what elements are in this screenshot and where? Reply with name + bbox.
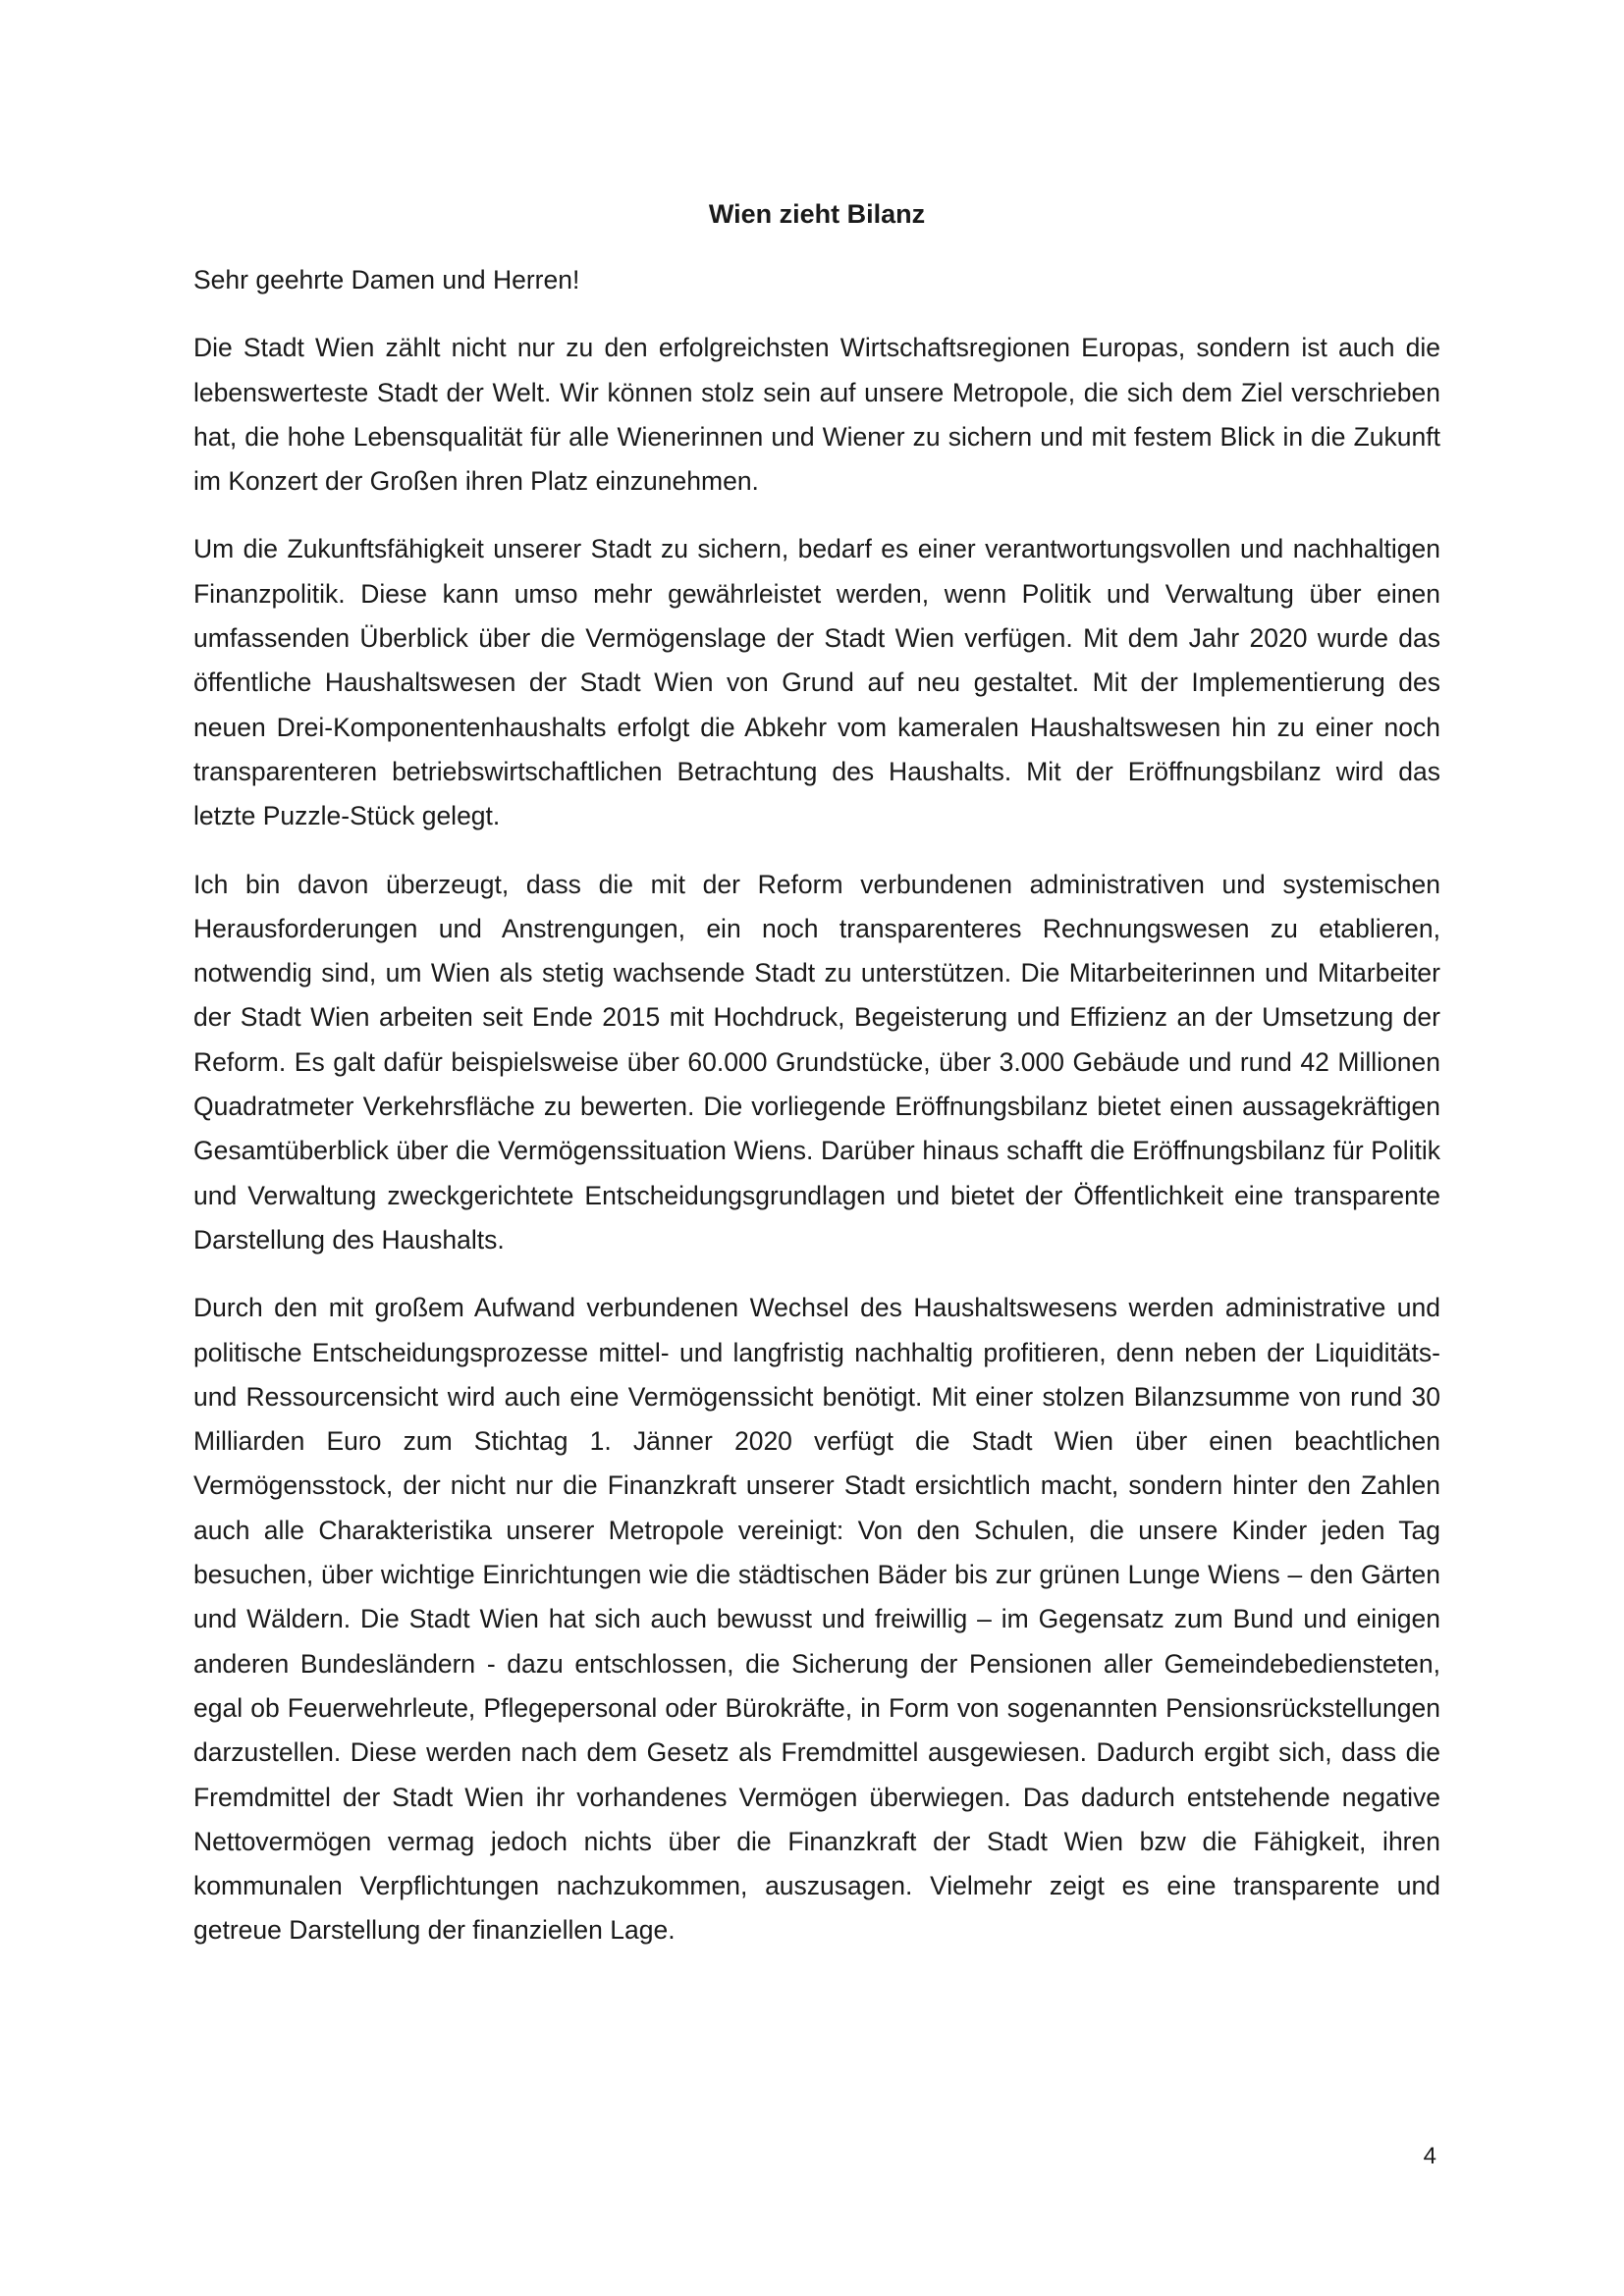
page-number: 4: [1423, 2143, 1436, 2169]
paragraph-1: Die Stadt Wien zählt nicht nur zu den erfolgreichsten Wirtschaftsregionen Europas, sondern ist auch die lebenswerteste Stadt der Welt. Wir können stolz sein auf unsere Metropole, die sich dem Ziel verschrieben hat, die hohe Lebensqualität für alle Wienerinnen und Wiener zu sichern und mit festem Blick in die Zukunft im Konzert der Großen ihren Platz einzunehmen.: [193, 333, 1440, 497]
paragraph-3: Ich bin davon überzeugt, dass die mit der Reform verbundenen administrativen und systemischen Herausforderungen und Anstrengungen, ein noch transparenteres Rechnungswesen zu etablieren, notwendig sind, um Wien als stetig wachsende Stadt zu unterstützen. Die Mitarbeiterinnen und Mitarbeiter der Stadt Wien arbeiten seit Ende 2015 mit Hochdruck, Begeisterung und Effizienz an der Umsetzung der Reform. Es galt dafür beispielsweise über 60.000 Grundstücke, über 3.000 Gebäude und rund 42 Millionen Quadratmeter Verkehrsfläche zu bewerten. Die vorliegende Eröffnungsbilanz bietet einen aussagekräftigen Gesamtüberblick über die Vermögenssituation Wiens. Darüber hinaus schafft die Eröffnungsbilanz für Politik und Verwaltung zweckgerichtete Entscheidungsgrundlagen und bietet der Öffentlichkeit eine transparente Darstellung des Haushalts.: [193, 869, 1440, 1255]
paragraph-4: Durch den mit großem Aufwand verbundenen Wechsel des Haushaltswesens werden administrative und politische Entscheidungsprozesse mittel- und langfristig nachhaltig profitieren, denn neben der Liquiditäts- und Ressourcensicht wird auch eine Vermögenssicht benötigt. Mit einer stolzen Bilanzsumme von rund 30 Milliarden Euro zum Stichtag 1. Jänner 2020 verfügt die Stadt Wien über einen beachtlichen Vermögensstock, der nicht nur die Finanzkraft unserer Stadt ersichtlich macht, sondern hinter den Zahlen auch alle Charakteristika unserer Metropole vereinigt: Von den Schulen, die unsere Kinder jeden Tag besuchen, über wichtige Einrichtungen wie die städtischen Bäder bis zur grünen Lunge Wiens – den Gärten und Wäldern. Die Stadt Wien hat sich auch bewusst und freiwillig – im Gegensatz zum Bund und einigen anderen Bundesländern - dazu entschlossen, die Sicherung der Pensionen aller Gemeindebediensteten, egal ob Feuerwehrleute, Pflegepersonal oder Bürokräfte, in Form von sogenannten Pensionsrückstellungen darzustellen. Diese werden nach dem Gesetz als Fremdmittel ausgewiesen. Dadurch ergibt sich, dass die Fremdmittel der Stadt Wien ihr vorhandenes Vermögen überwiegen. Das dadurch entstehende negative Nettovermögen vermag jedoch nichts über die Finanzkraft der Stadt Wien bzw die Fähigkeit, ihren kommunalen Verpflichtungen nachzukommen, auszusagen. Vielmehr zeigt es eine transparente und getreue Darstellung der finanziellen Lage.: [193, 1293, 1440, 1946]
page-title: Wien zieht Bilanz: [708, 199, 926, 229]
document-body: [193, 192, 1440, 1977]
salutation: Sehr geehrte Damen und Herren!: [193, 265, 580, 294]
paragraph-2: Um die Zukunftsfähigkeit unserer Stadt zu sichern, bedarf es einer verantwortungsvollen und nachhaltigen Finanzpolitik. Diese kann umso mehr gewährleistet werden, wenn Politik und Verwaltung über einen umfassenden Überblick über die Vermögenslage der Stadt Wien verfügen. Mit dem Jahr 2020 wurde das öffentliche Haushaltswesen der Stadt Wien von Grund auf neu gestaltet. Mit der Implementierung des neuen Drei-Komponentenhaushalts erfolgt die Abkehr vom kameralen Haushaltswesen hin zu einer noch transparenteren betriebswirtschaftlichen Betrachtung des Haushalts. Mit der Eröffnungsbilanz wird das letzte Puzzle-Stück gelegt.: [193, 534, 1440, 831]
